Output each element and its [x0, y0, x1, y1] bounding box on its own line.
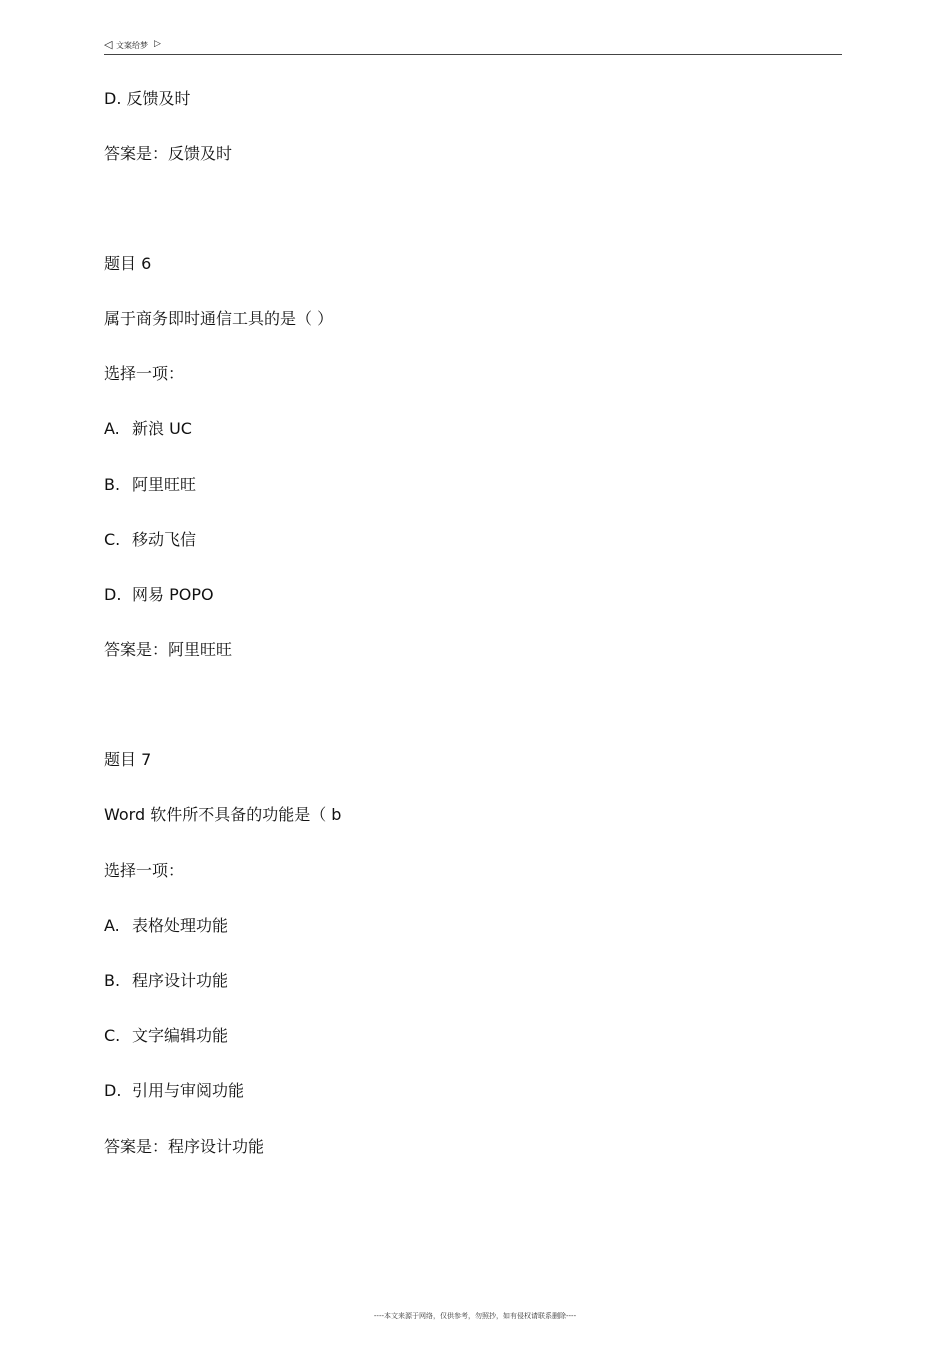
option-letter: B.	[104, 475, 121, 494]
question-6-title: 题目 6	[104, 254, 152, 273]
option-letter: A.	[104, 419, 120, 438]
option-text: 移动飞信	[132, 530, 197, 549]
option-text: 文字编辑功能	[132, 1026, 229, 1045]
question-7-option-d	[104, 1081, 244, 1101]
left-triangle-icon: ◁	[104, 38, 113, 51]
option-letter: C.	[104, 1026, 121, 1045]
header-title: 文案给梦	[116, 41, 148, 50]
question-7-prompt: 选择一项：	[104, 861, 185, 880]
option-letter: D.	[104, 585, 122, 604]
question-7-option-b	[104, 971, 228, 991]
page-footer: ----本文来源于网络，仅供参考，勿照抄，如有侵权请联系删除----	[373, 1312, 577, 1320]
question-7-option-c	[104, 1026, 228, 1046]
option-letter: A.	[104, 916, 120, 935]
option-text: 新浪 UC	[132, 419, 192, 438]
question-6-answer: 答案是：阿里旺旺	[104, 640, 233, 659]
prev-answer: 答案是：反馈及时	[104, 144, 233, 163]
option-text: 程序设计功能	[132, 971, 229, 990]
question-6-option-d	[104, 585, 214, 605]
question-6-option-c	[104, 530, 196, 550]
question-7-title: 题目 7	[104, 750, 152, 769]
question-7-answer: 答案是：程序设计功能	[104, 1137, 265, 1156]
option-text: 阿里旺旺	[132, 475, 197, 494]
prev-option-d: D. 反馈及时	[104, 89, 191, 108]
right-triangle-icon: ▷	[154, 39, 161, 49]
option-text: 网易 POPO	[132, 585, 214, 604]
question-6-option-b	[104, 475, 196, 495]
option-text: 引用与审阅功能	[132, 1081, 245, 1100]
option-text: 表格处理功能	[132, 916, 229, 935]
question-6-text: 属于商务即时通信工具的是（ ）	[104, 309, 334, 328]
option-letter: C.	[104, 530, 121, 549]
page-header	[104, 38, 842, 55]
question-6-prompt: 选择一项：	[104, 364, 185, 383]
question-6-option-a	[104, 419, 192, 439]
question-7-text: Word 软件所不具备的功能是（ b	[104, 805, 342, 824]
question-7-option-a	[104, 916, 228, 936]
option-letter: D.	[104, 1081, 122, 1100]
option-letter: B.	[104, 971, 121, 990]
